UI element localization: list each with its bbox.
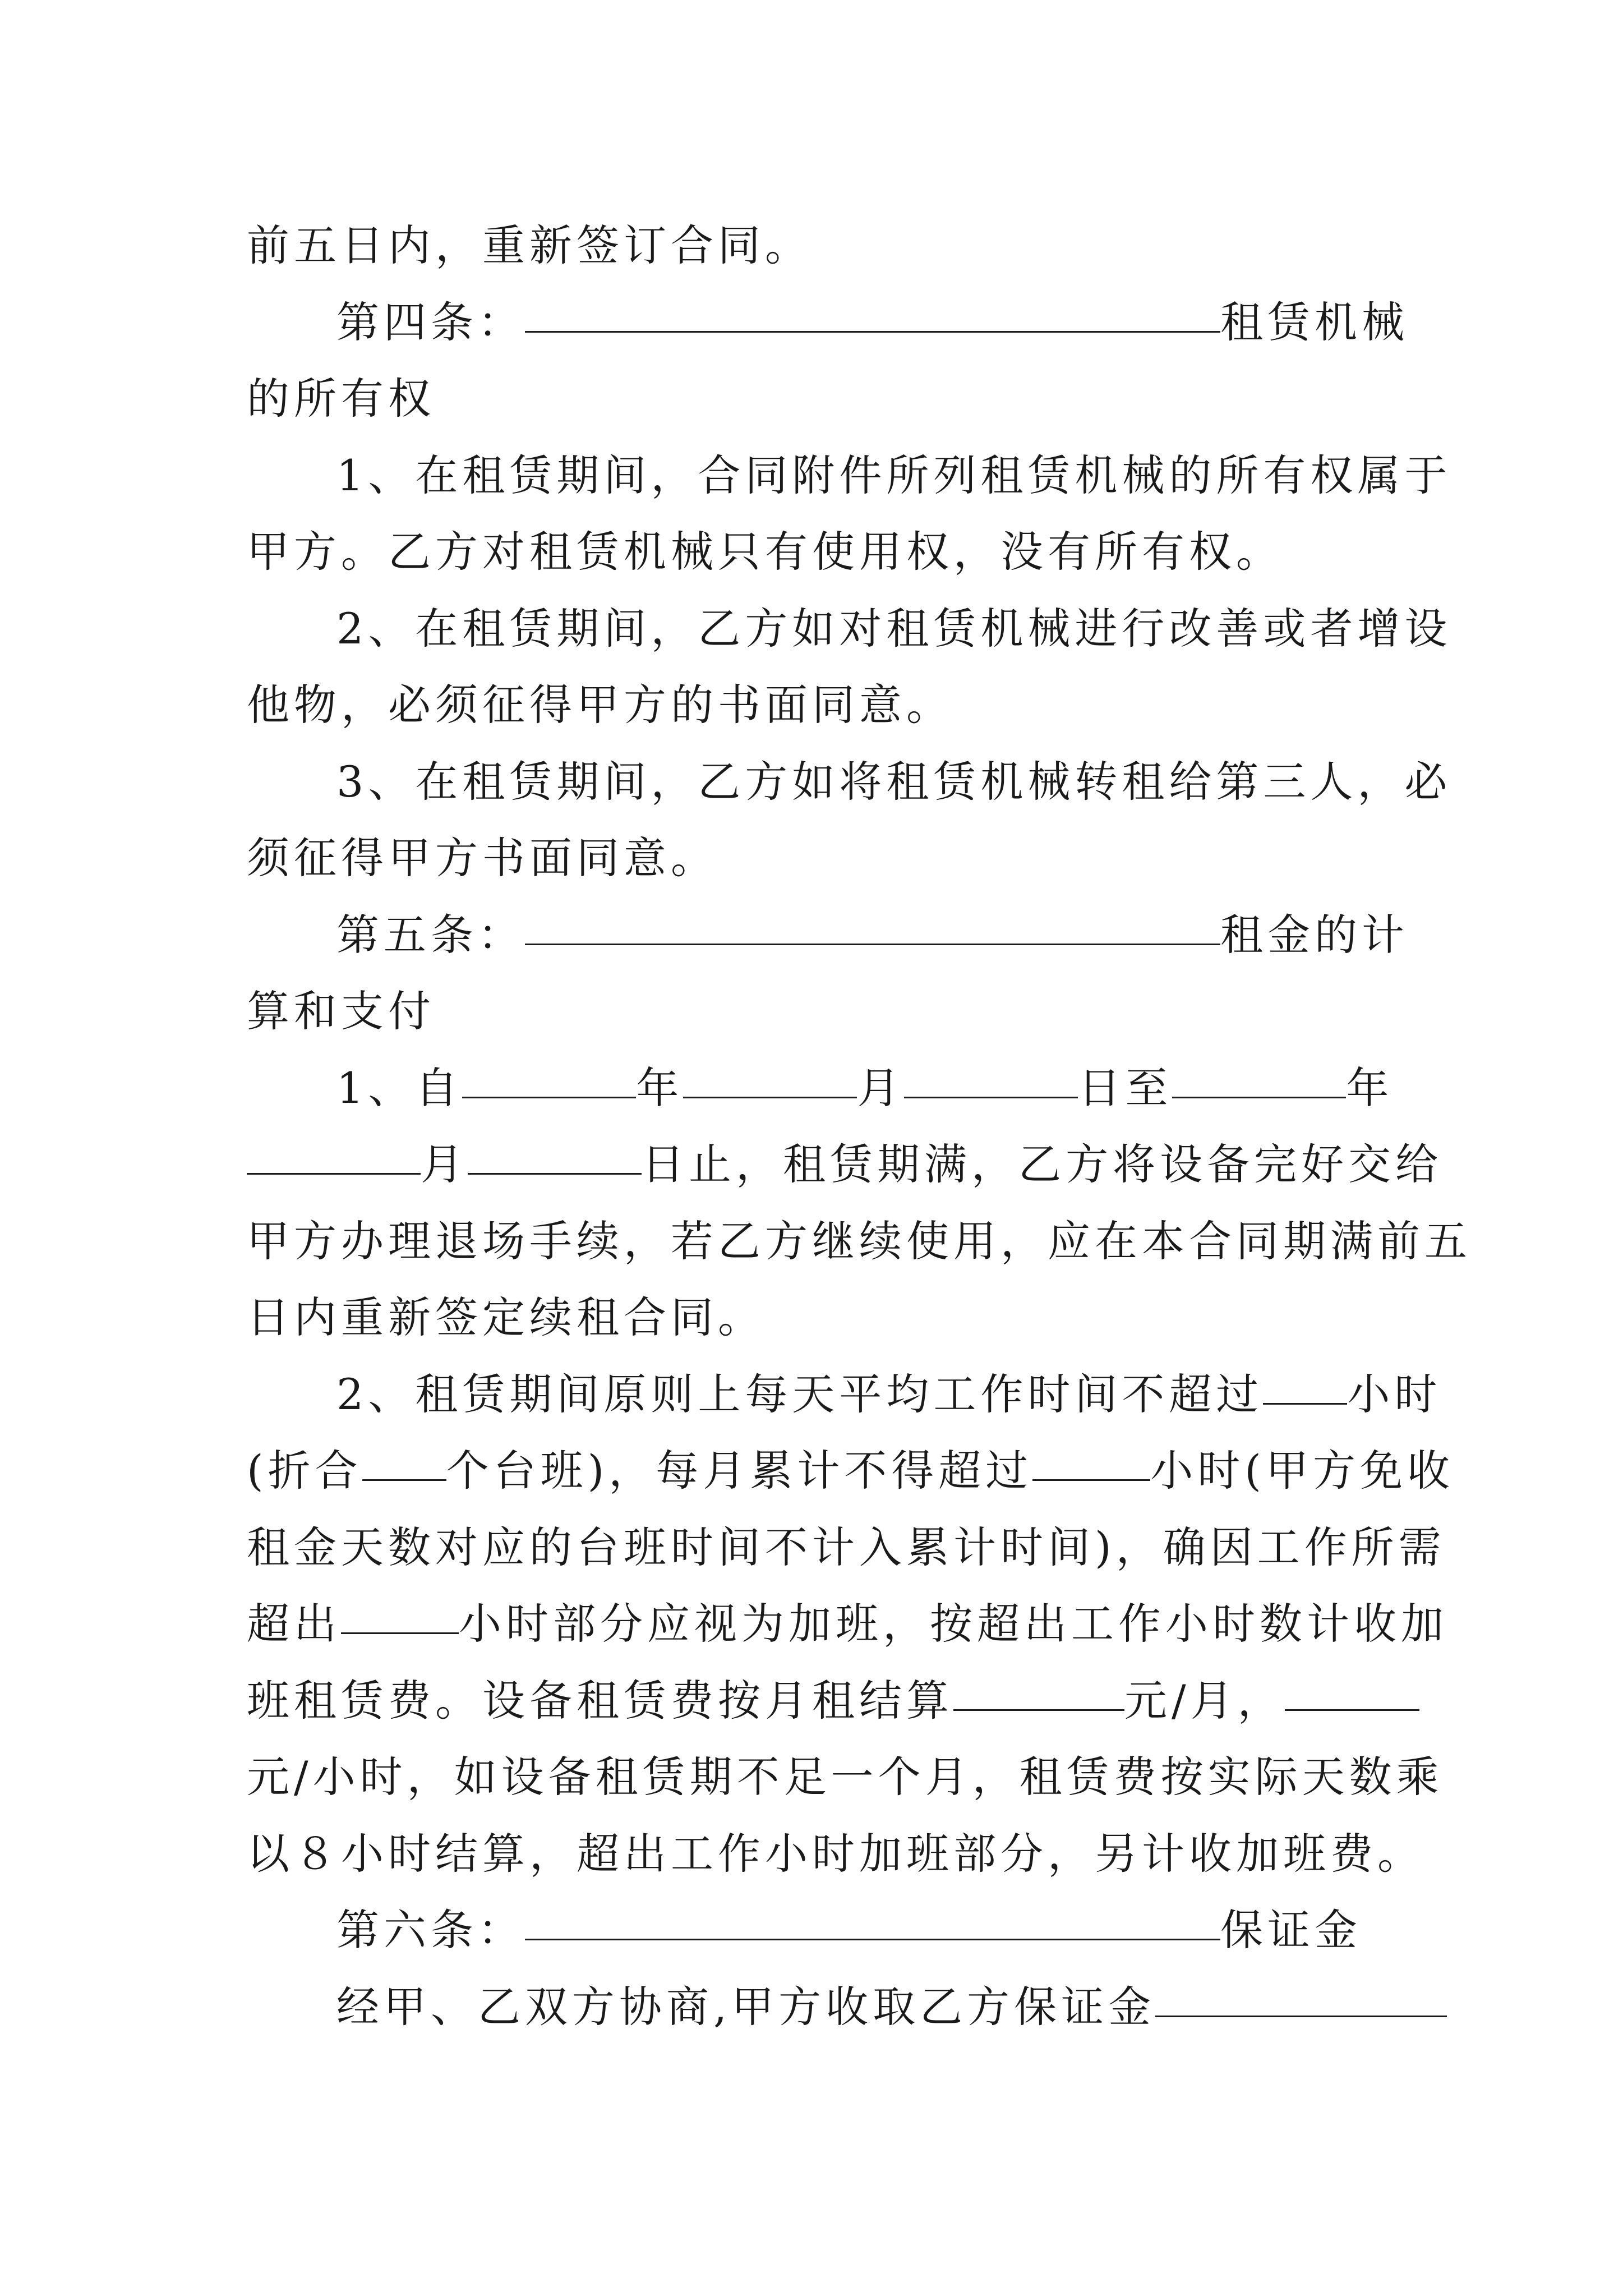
text-line — [247, 667, 1380, 744]
blank-line — [904, 1097, 1078, 1098]
clause-text: 班租赁费。设备租赁费按月租结算 — [247, 1675, 953, 1726]
clause-text: 年 — [636, 1062, 684, 1113]
clause-text: 小时部分应视为加班，按超出工作小时数计收加 — [459, 1599, 1448, 1649]
article-title-cont: 算和支付 — [247, 986, 435, 1036]
text-line — [247, 1280, 1380, 1356]
clause-text: 个台班)，每月累计不得超过 — [446, 1446, 1033, 1496]
article-title: 保证金 — [1220, 1905, 1362, 1955]
contract-text — [247, 208, 1472, 2045]
article-4-heading — [247, 284, 1409, 361]
text-line — [247, 1586, 1448, 1663]
clause-text: 日内重新签定续租合同。 — [247, 1292, 765, 1342]
text-line — [247, 1203, 1472, 1280]
blank-line — [953, 1709, 1124, 1711]
text-line — [247, 1816, 1424, 1893]
clause-text: 日至 — [1078, 1062, 1173, 1113]
clause-text: 2、租赁期间原则上每天平均工作时间不超过 — [336, 1369, 1264, 1419]
clause-text: (折合 — [247, 1446, 362, 1496]
blank-line — [1155, 2016, 1447, 2017]
text-line — [247, 973, 1380, 1050]
paragraph-fragment: 前五日内，重新签订合同。 — [247, 220, 812, 270]
article-6-heading — [247, 1892, 1380, 1969]
clause-text: 他物，必须征得甲方的书面同意。 — [247, 680, 953, 730]
clause-text: 月 — [421, 1139, 468, 1189]
clause-text: 以８小时结算，超出工作小时加班部分，另计收加班费。 — [247, 1828, 1424, 1879]
text-line — [247, 1739, 1444, 1816]
blank-line — [1285, 1709, 1419, 1711]
blank-line — [468, 1173, 642, 1175]
clause-text: 3、在租赁期间，乙方如将租赁机械转租给第三人，必 — [336, 756, 1452, 807]
blank-line — [525, 1939, 1220, 1940]
text-line — [247, 514, 1380, 591]
blank-line — [341, 1632, 459, 1634]
clause-text: 甲方。乙方对租赁机械只有使用权，没有所有权。 — [247, 527, 1283, 577]
clause-text: 年 — [1346, 1062, 1394, 1113]
text-line — [247, 438, 1452, 514]
text-line — [247, 1433, 1454, 1510]
article-5-heading — [247, 897, 1409, 974]
blank-line — [362, 1479, 446, 1481]
article-title: 租金的计 — [1220, 909, 1409, 960]
text-line — [247, 591, 1452, 668]
clause-text: 元/月， — [1124, 1675, 1285, 1726]
article-label: 第六条： — [336, 1905, 525, 1955]
clause-text: 日止，租赁期满，乙方将设备完好交给 — [642, 1139, 1442, 1189]
article-title-cont: 的所有权 — [247, 374, 435, 424]
article-label: 第五条： — [336, 909, 525, 960]
blank-line — [1172, 1097, 1346, 1098]
text-line — [247, 744, 1452, 821]
article-title: 租赁机械 — [1220, 297, 1409, 347]
blank-line — [247, 1173, 421, 1175]
text-line — [247, 1969, 1380, 2046]
blank-line — [462, 1097, 636, 1098]
text-line — [247, 820, 1380, 897]
article-label: 第四条： — [336, 297, 525, 347]
text-line — [247, 1510, 1446, 1586]
clause-text: 元/小时，如设备租赁期不足一个月，租赁费按实际天数乘 — [247, 1752, 1444, 1802]
clause-text: 租金天数对应的台班时间不计入累计时间)，确因工作所需 — [247, 1522, 1446, 1572]
blank-line — [683, 1097, 857, 1098]
blank-line — [525, 944, 1220, 945]
clause-text: 月 — [857, 1062, 905, 1113]
clause-text: 小时(甲方免收 — [1150, 1446, 1454, 1496]
text-line — [247, 1050, 1394, 1127]
blank-line — [1032, 1479, 1150, 1481]
clause-text: 1、在租赁期间，合同附件所列租赁机械的所有权属于 — [336, 450, 1452, 500]
clause-text: 甲方办理退场手续，若乙方继续使用，应在本合同期满前五 — [247, 1216, 1472, 1266]
blank-line — [525, 331, 1220, 333]
clause-text: 经甲、乙双方协商,甲方收取乙方保证金 — [336, 1981, 1156, 2032]
clause-text: 超出 — [247, 1599, 341, 1649]
text-line — [247, 1663, 1380, 1740]
blank-line — [1263, 1403, 1347, 1405]
text-line — [247, 1126, 1442, 1203]
text-line — [247, 361, 1380, 438]
clause-text: 2、在租赁期间，乙方如对租赁机械进行改善或者增设 — [336, 603, 1452, 654]
text-line — [247, 208, 1380, 284]
clause-text: 1、自 — [336, 1062, 463, 1113]
clause-text: 须征得甲方书面同意。 — [247, 833, 718, 883]
clause-text: 小时 — [1347, 1369, 1442, 1419]
text-line — [247, 1356, 1442, 1433]
